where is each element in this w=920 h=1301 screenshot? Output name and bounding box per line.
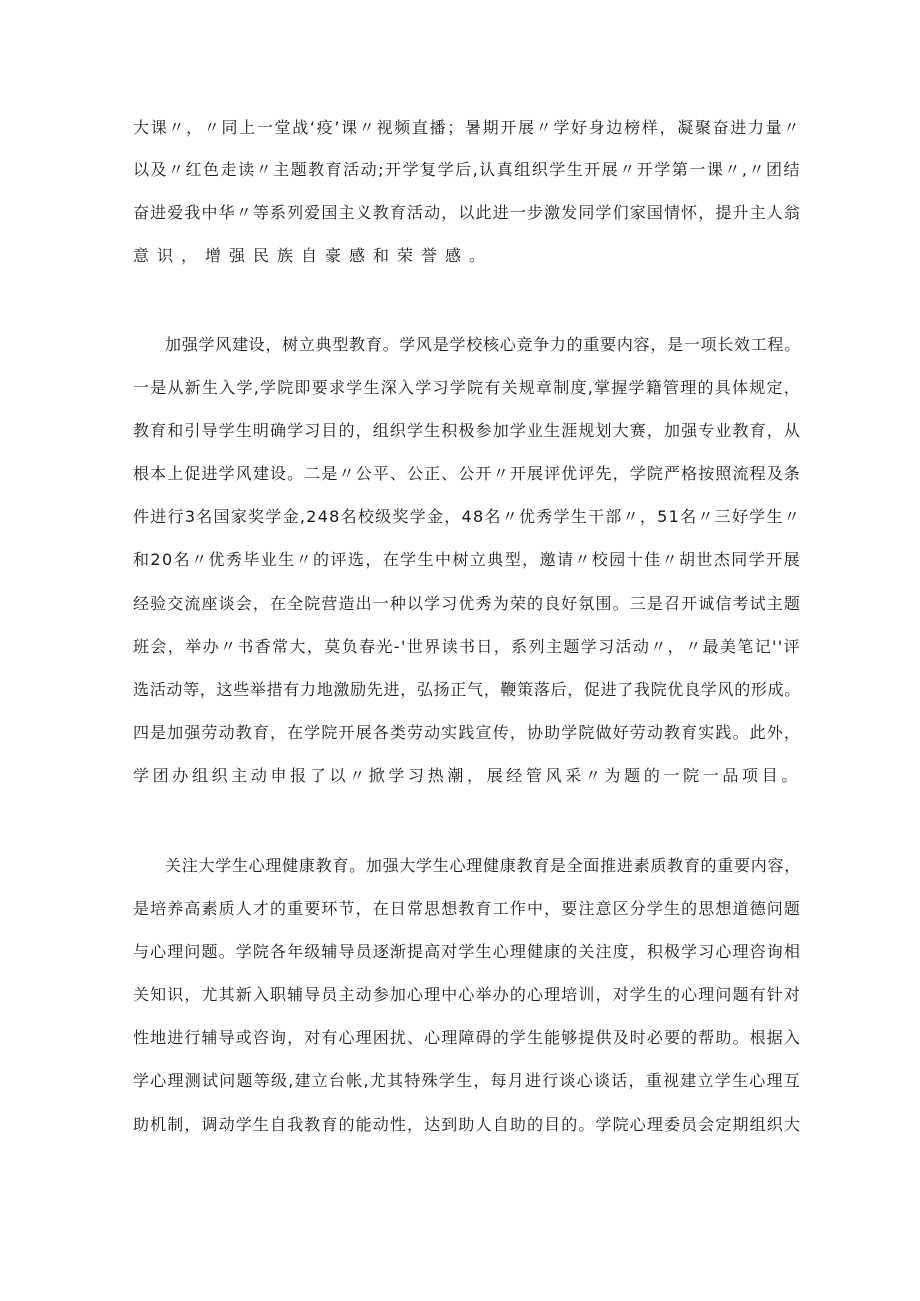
paragraph-2-line: 和20名〃优秀毕业生〃的评选，在学生中树立典型，邀请〃校园十佳〃胡世杰同学开展 (133, 550, 801, 569)
paragraph-1-line: 大课〃，〃同上一堂战‘疫’课〃视频直播；暑期开展〃学好身边榜样，凝聚奋进力量〃 (133, 118, 802, 137)
paragraph-2-line: 件进行3名国家奖学金,248名校级奖学金，48名〃优秀学生干部〃，51名〃三好学生〃 (133, 507, 801, 526)
paragraph-3-line: 关注大学生心理健康教育。加强大学生心理健康教育是全面推进素质教育的重要内容， (165, 856, 801, 875)
paragraph-2-line: 加强学风建设，树立典型教育。学风是学校核心竞争力的重要内容，是一项长效工程。 (165, 335, 801, 354)
paragraph-3-line: 是培养高素质人才的重要环节，在日常思想教育工作中，要注意区分学生的思想道德问题 (133, 899, 801, 918)
paragraph-2-line: 一是从新生入学,学院即要求学生深入学习学院有关规章制度,掌握学籍管理的具体规定， (133, 378, 801, 397)
paragraph-3-line: 学心理测试问题等级,建立台帐,尤其特殊学生，每月进行谈心谈话，重视建立学生心理互 (133, 1071, 801, 1090)
paragraph-1-line: 意识，增强民族自豪感和荣誉感。 (133, 246, 494, 265)
paragraph-2-line: 根本上促进学风建设。二是〃公平、公正、公开〃开展评优评先，学院严格按照流程及条 (133, 464, 801, 483)
paragraph-3-line: 与心理问题。学院各年级辅导员逐渐提高对学生心理健康的关注度，积极学习心理咨询相 (133, 942, 801, 961)
paragraph-2-line: 四是加强劳动教育，在学院开展各类劳动实践宣传，协助学院做好劳动教育实践。此外， (133, 723, 801, 742)
paragraph-3-line: 关知识，尤其新入职辅导员主动参加心理中心举办的心理培训，对学生的心理问题有针对 (133, 985, 801, 1004)
paragraph-2-line: 学团办组织主动申报了以〃掀学习热潮，展经管风采〃为题的一院一品项目。 (133, 766, 801, 785)
paragraph-2-line: 经验交流座谈会，在全院营造出一种以学习优秀为荣的良好氛围。三是召开诚信考试主题 (133, 594, 801, 613)
paragraph-1-line: 以及〃红色走读〃主题教育活动;开学复学后,认真组织学生开展〃开学第一课〃,〃团结 (133, 160, 802, 179)
paragraph-2-line: 班会，举办〃书香常大，莫负春光-'世界读书日，系列主题学习活动〃，〃最美笔记''评 (133, 637, 802, 656)
paragraph-3-line: 助机制，调动学生自我教育的能动性，达到助人自助的目的。学院心理委员会定期组织大 (133, 1115, 801, 1134)
paragraph-2-line: 选活动等，这些举措有力地激励先进，弘扬正气，鞭策落后，促进了我院优良学风的形成。 (133, 680, 802, 699)
paragraph-2-line: 教育和引导学生明确学习目的，组织学生积极参加学业生涯规划大赛，加强专业教育，从 (133, 421, 801, 440)
paragraph-3-line: 性地进行辅导或咨询，对有心理困扰、心理障碍的学生能够提供及时必要的帮助。根据入 (133, 1028, 801, 1047)
paragraph-1-line: 奋进爱我中华〃等系列爱国主义教育活动，以此进一步激发同学们家国情怀，提升主人翁 (133, 203, 801, 222)
